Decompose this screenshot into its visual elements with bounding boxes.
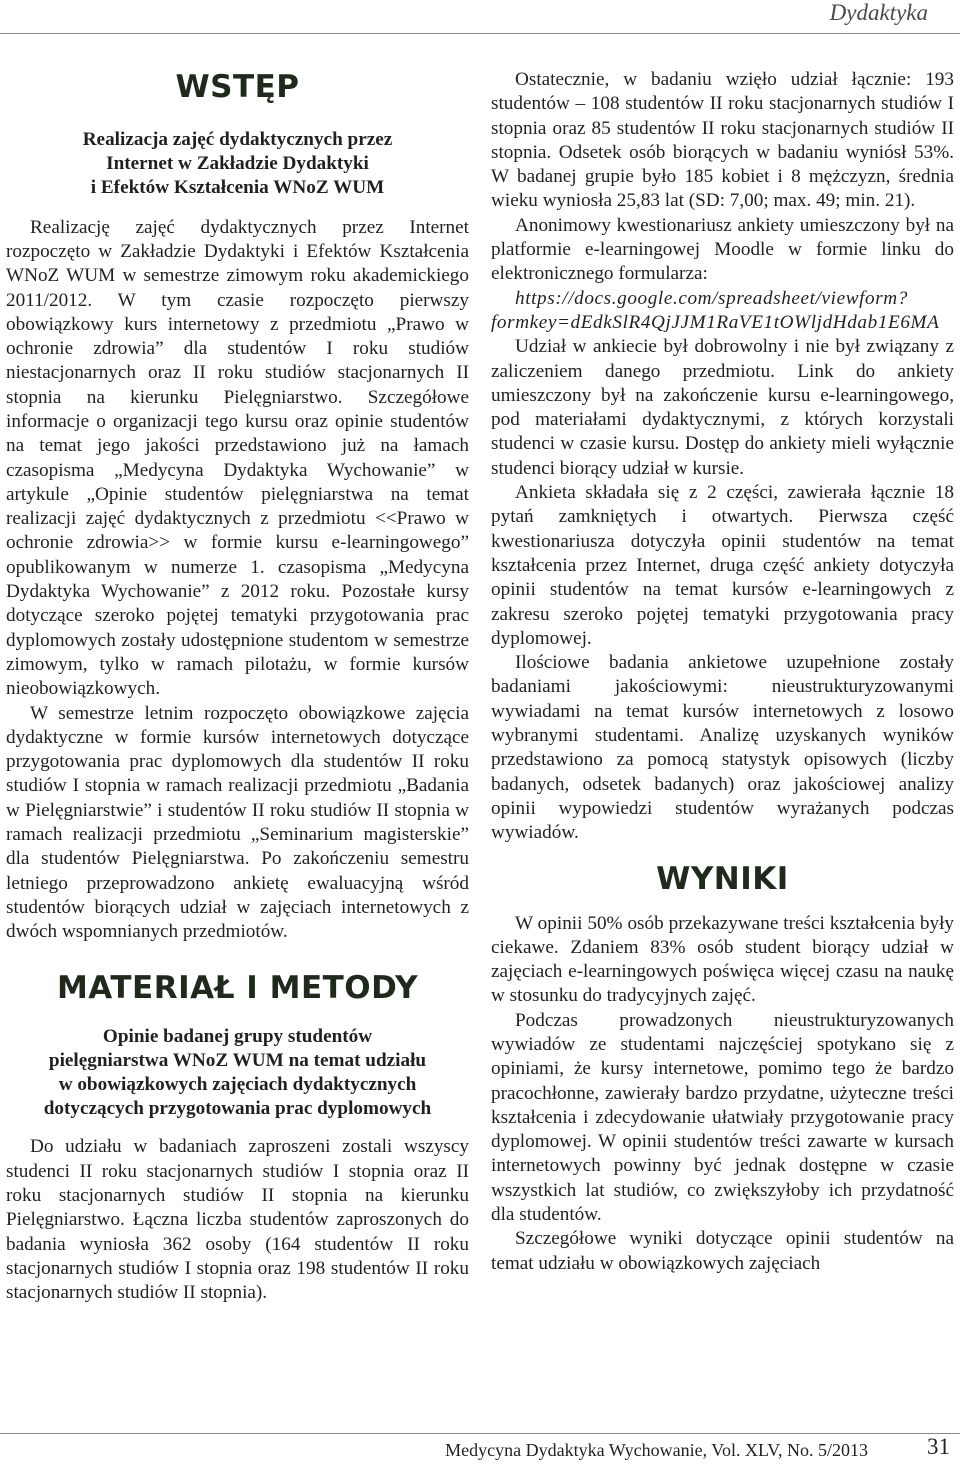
methods-subheading [6, 1025, 469, 1122]
intro-paragraph-1: Realizację zajęć dydaktycznych przez Internet rozpoczęto w Zakładzie Dydaktyki i Efektów Kształcenia WNoZ WUM w semestrze zimowym roku akademickiego 2011/2012. W tym czasie rozpoczęto pierwszy obowiązkowy kurs internetowy z przedmiotu „Prawo w ochronie zdrowia” dla studentów I roku studiów niestacjonarnych oraz II roku studiów stacjonarnych II stopnia na kierunku Pielęgniarstwo. Szczegółowe informacje o organizacji tego kursu oraz opinie studentów na temat jego jakości przedstawiono już na łamach czasopisma „Medycyna Dydaktyka Wychowanie” w artykule „Opinie studentów pielęgniarstwa na temat realizacji zajęć dydaktycznych z przedmiotu <<Prawo w ochronie zdrowia>> w formie kursu e-learningowego” opublikowanym w numerze 1. czasopisma „Medycyna Dydaktyka Wychowanie” z 2012 roku. Pozostałe kursy dotyczące szeroko pojętej tematyki przygotowania prac dyplomowych zostały udostępnione studentom w semestrze zimowym, tylko w ramach pilotażu, w formie kursów nieobowiązkowych. [6, 216, 469, 700]
page-number: 31 [927, 1434, 950, 1459]
right-paragraph-3: Udział w ankiecie był dobrowolny i nie był związany z zaliczeniem danego przedmiotu. Link do ankiety umieszczony był na zakończenie kursu e-learningowego, pod materiałami dydaktycznymi, z których korzystali studenci w czasie kursu. Dostęp do ankiety mieli wyłącznie studenci biorący udział w kursie. [491, 336, 954, 479]
section-title-results: WYNIKI [656, 860, 789, 897]
left-column [6, 68, 469, 1305]
intro-paragraph-2: W semestrze letnim rozpoczęto obowiązkowe zajęcia dydaktyczne w formie kursów internetowych dotyczące przygotowania prac dyplomowych dla studentów II roku studiów I stopnia w ramach realizacji przedmiotu „Badania w Pielęgniarstwie” i studentów II roku studiów II stopnia w ramach realizacji przedmiotu „Seminarium magisterskie” dla studentów Pielęgniarstwa. Po zakończeniu semestru letniego przeprowadzono ankietę ewaluacyjną wśród studentów biorących udział w zajęciach internetowych z dwóch wspomnianych przedmiotów. [6, 702, 469, 943]
right-column [491, 68, 954, 1276]
intro-subheading-line: Realizacja zajęć dydaktycznych przez [82, 129, 393, 150]
results-paragraph-1: W opinii 50% osób przekazywane treści kształcenia były ciekawe. Zdaniem 83% osób student biorący udział w zajęciach e-learningowych poświęca więcej czasu na naukę w stosunku do tradycyjnych zajęć. [491, 912, 954, 1007]
methods-subheading-line: w obowiązkowych zajęciach dydaktycznych [58, 1073, 417, 1095]
results-paragraph-2: Podczas prowadzonych nieustrukturyzowanych wywiadów ze studentami najczęściej spotykano się z opiniami, że kursy internetowe, pomimo tego że bardzo pracochłonne, zawierały bardzo przydatne, użyteczne treści kształcenia i zdecydowanie ułatwiały przygotowanie pracy dyplomowej. W opinii studentów treści zawarte w kursach internetowych powinny być jednak dostępne w czasie wszystkich lat studiów, co zwiększyłoby ich przydatność dla studentów. [491, 1009, 954, 1226]
right-paragraph-1: Ostatecznie, w badaniu wzięło udział łącznie: 193 studentów – 108 studentów II roku stacjonarnych studiów I stopnia oraz 85 studentów II roku stacjonarnych studiów II stopnia. Odsetek osób biorących w badaniu wyniósł 53%. W badanej grupie było 185 kobiet i 8 mężczyzn, średnia wieku wyniosła 25,83 lat (SD: 7,00; max. 49; min. 21). [491, 69, 954, 212]
footer-rule [0, 1433, 960, 1434]
section-title-methods: MATERIAŁ I METODY [56, 969, 419, 1006]
methods-subheading-line: pielęgniarstwa WNoZ WUM na temat udziału [48, 1049, 427, 1071]
intro-subheading [6, 128, 469, 201]
running-head: Dydaktyka [829, 0, 928, 25]
methods-subheading-line: dotyczących przygotowania prac dyplomowych [43, 1098, 432, 1120]
survey-link[interactable]: https://docs.google.com/spreadsheet/viewform?formkey=dEdkSlR4QjJJM1RaVE1tOWljdHdab1E6MA [491, 287, 940, 333]
intro-subheading-line: Internet w Zakładzie Dydaktyki [106, 153, 369, 175]
section-title-intro: WSTĘP [175, 69, 300, 105]
results-paragraph-3: Szczegółowe wyniki dotyczące opinii studentów na temat udziału w obowiązkowych zajęciach [491, 1228, 954, 1274]
methods-subheading-line: Opinie badanej grupy studentów [102, 1025, 373, 1047]
intro-subheading-line: i Efektów Kształcenia WNoZ WUM [90, 177, 385, 199]
methods-paragraph-1: Do udziału w badaniach zaproszeni zostali wszyscy studenci II roku stacjonarnych studiów I stopnia oraz II roku stacjonarnych studiów II stopnia na kierunku Pielęgniarstwo. Łączna liczba studentów zaproszonych do badania wyniosła 362 osoby (164 studentów II roku stacjonarnych studiów I stopnia oraz 198 studentów II roku stacjonarnych studiów II stopnia). [6, 1136, 469, 1304]
header-rule [0, 33, 960, 34]
right-paragraph-4: Ankieta składała się z 2 części, zawierała łącznie 18 pytań zamkniętych i otwartych. Pierwsza część kwestionariusza dotyczyła opinii studentów na temat kształcenia przez Internet, druga część ankiety dotyczyła opinii studentów na temat kursów e-learningowych z zakresu szeroko pojętej tematyki przygotowania pracy dyplomowej. [491, 482, 954, 649]
right-paragraph-2: Anonimowy kwestionariusz ankiety umieszczony był na platformie e-learningowej Moodle w formie linku do elektronicznego formularza: [491, 214, 954, 285]
footer-journal-citation: Medycyna Dydaktyka Wychowanie, Vol. XLV, No. 5/2013 [445, 1440, 868, 1460]
right-paragraph-5: Ilościowe badania ankietowe uzupełnione zostały badaniami jakościowymi: nieustrukturyzowanymi wywiadami na temat kursów internetowych z losowo wybranymi studentami. Analizę uzyskanych wyników przedstawiono za pomocą statystyk opisowych (liczby badanych, odsetek badanych) oraz jakościowej analizy opinii wypowiedzi studentów wyrażanych podczas wywiadów. [491, 652, 954, 844]
